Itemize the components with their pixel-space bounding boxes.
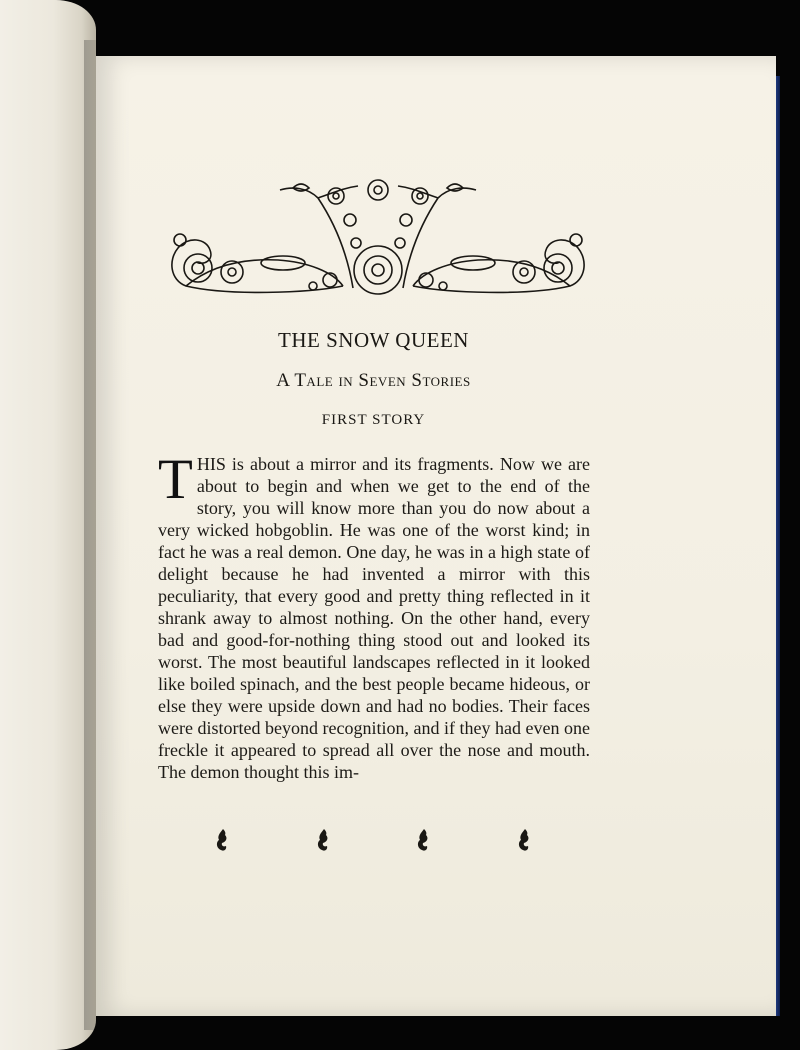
body-paragraph bbox=[158, 448, 590, 783]
fleuron-icon bbox=[315, 828, 333, 854]
story-heading: FIRST STORY bbox=[321, 412, 426, 428]
chapter-subtitle: A Tale in Seven Stories bbox=[276, 370, 471, 391]
body-text: HIS is about a mirror and its fragments. Now we are about to begin and when we get to the end of the story, you will know more than you do now about a very wicked hobgoblin. He was one of the worst kind; in fact he was a real demon. One day, he was in a high state of delight because he had invented a mirror with this peculiarity, that every good and pretty thing reflected in it shrank away to almost nothing. On the other hand, every bad and good-for-nothing thing stood out and looked its worst. The most beautiful landscapes reflected in it looked like boiled spinach, and the best people became hideous, or else they were upside down and had no bodies. Their faces were distorted beyond recognition, and if they had even one freckle it appeared to spread all over the nose and mouth. The demon thought this im- bbox=[158, 454, 590, 782]
fleuron-icon bbox=[415, 828, 433, 854]
fleuron-row bbox=[214, 828, 534, 858]
chapter-title: THE SNOW QUEEN bbox=[278, 328, 469, 352]
fleuron-icon bbox=[214, 828, 232, 854]
floral-headpiece-icon bbox=[168, 168, 588, 298]
drop-cap: T bbox=[158, 448, 193, 511]
book-page bbox=[96, 56, 776, 1016]
fleuron-icon bbox=[516, 828, 534, 854]
left-page-edge bbox=[0, 0, 96, 1050]
